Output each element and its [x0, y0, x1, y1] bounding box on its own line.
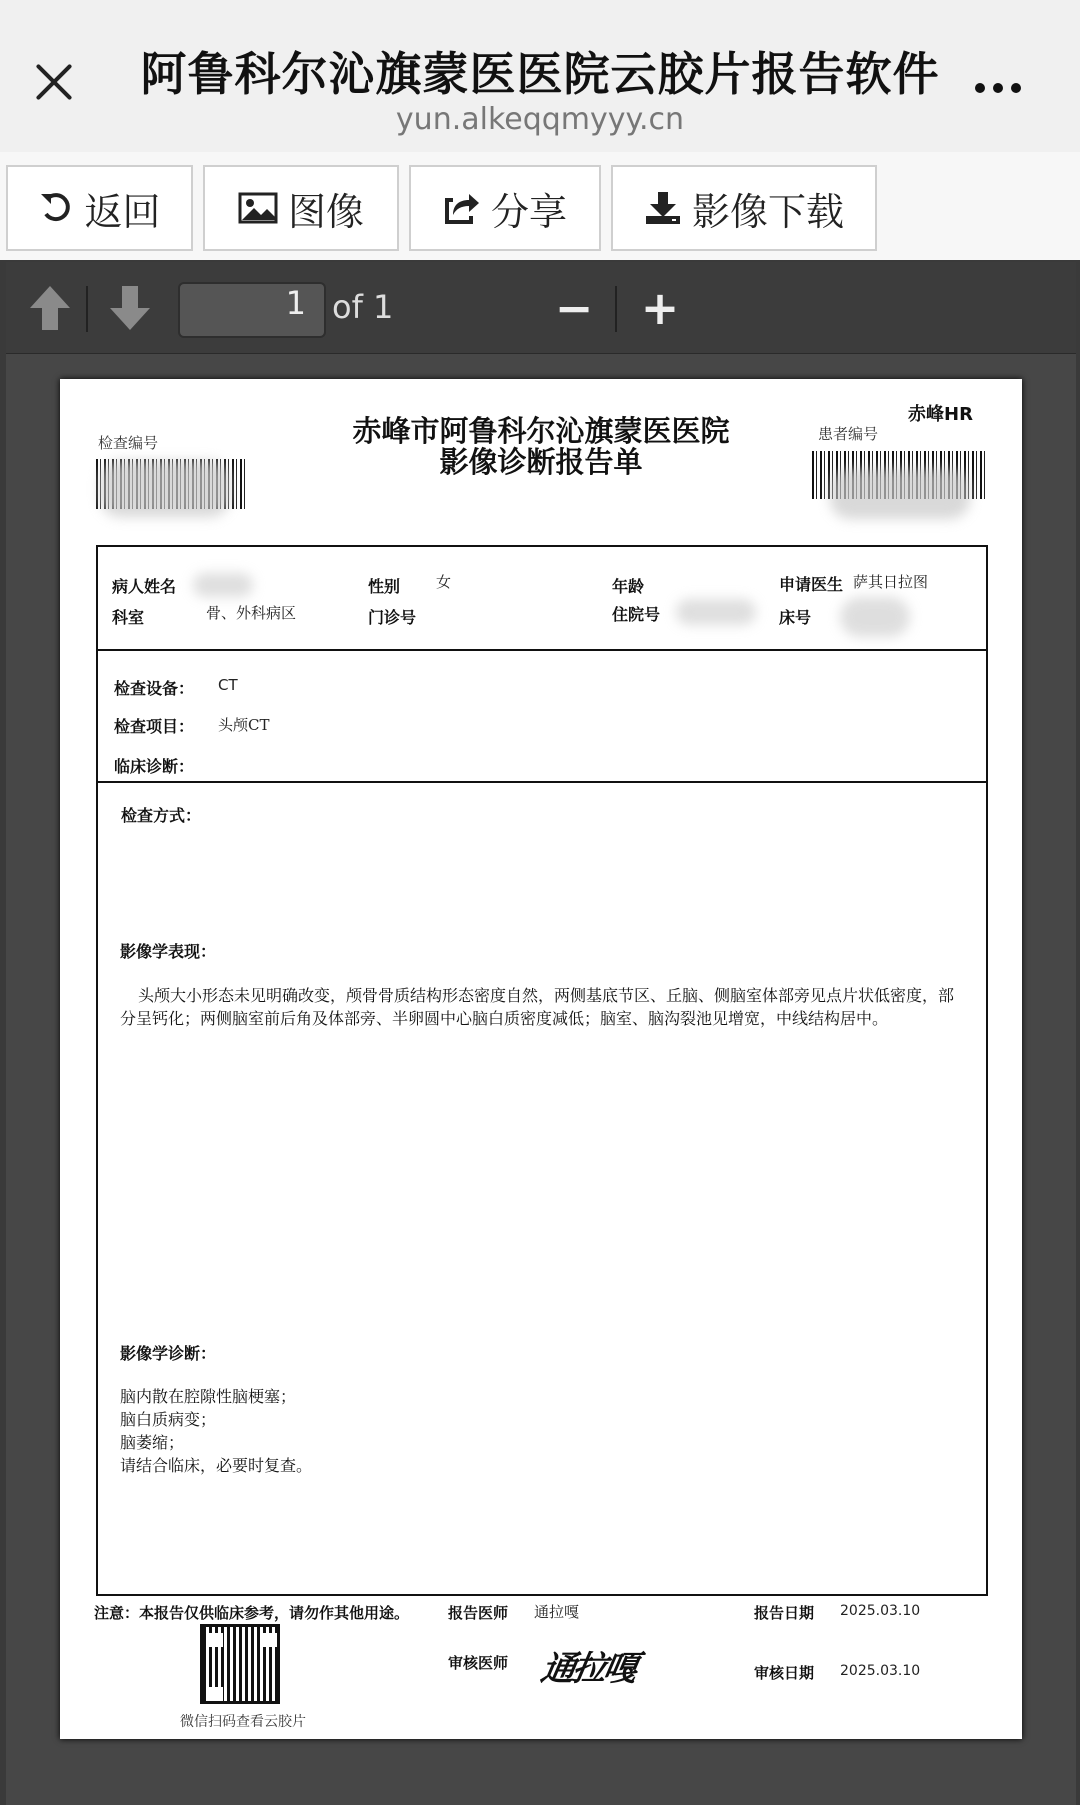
back-button[interactable] [6, 165, 193, 251]
previous-page-icon[interactable] [26, 282, 74, 334]
requesting-doctor-value: 萨其日拉图 [853, 573, 929, 591]
toolbar-divider [86, 286, 88, 332]
report-page [60, 379, 1022, 1739]
pdf-viewer [6, 262, 1076, 1805]
report-doctor-label: 报告医师 [448, 1604, 509, 1622]
hospital-name-line: 赤峰市阿鲁科尔沁旗蒙医医院 [352, 414, 730, 448]
diagnosis-item: 脑内散在腔隙性脑梗塞； [120, 1387, 297, 1406]
toolbar-divider [615, 286, 617, 332]
patient-number-label: 患者编号 [818, 425, 879, 443]
download-button-label: 影像下载 [691, 189, 844, 234]
diagnosis-item: 请结合临床，必要时复查。 [120, 1456, 313, 1475]
review-doctor-label: 审核医师 [448, 1654, 509, 1672]
diagnosis-label: 影像学诊断： [120, 1344, 217, 1363]
report-date-value: 2025.03.10 [840, 1603, 921, 1619]
pdf-toolbar [6, 262, 1076, 354]
report-date-label: 报告日期 [754, 1604, 815, 1622]
review-date-value: 2025.03.10 [840, 1663, 921, 1679]
image-button[interactable] [203, 165, 399, 251]
close-icon[interactable] [30, 58, 78, 106]
diagnosis-list [120, 1385, 312, 1477]
findings-text: 头颅大小形态未见明确改变，颅骨骨质结构形态密度自然，两侧基底节区、丘脑、侧脑室体部旁见点片状低密度，部分呈钙化；两侧脑室前后角及体部旁、半卵圆中心脑白质密度减低；脑室、脑沟裂池见增宽，中线结构居中。 [120, 986, 955, 1028]
image-button-label: 图像 [287, 189, 364, 234]
department-label: 科室 [112, 608, 145, 627]
next-page-icon[interactable] [106, 282, 154, 334]
section-divider [98, 781, 986, 783]
section-divider [98, 649, 986, 651]
qr-caption: 微信扫码查看云胶片 [180, 1714, 306, 1730]
outpatient-number-label: 门诊号 [368, 608, 417, 627]
gender-label: 性别 [368, 577, 401, 596]
exam-device-label: 检查设备： [114, 679, 195, 698]
more-options-icon[interactable] [975, 78, 1035, 98]
exam-method-label: 检查方式： [121, 806, 202, 825]
exam-device-value: CT [218, 676, 238, 694]
undo-icon [38, 190, 74, 226]
gender-value: 女 [436, 573, 452, 591]
redaction-mask [100, 461, 230, 517]
diagnosis-item: 脑萎缩； [120, 1433, 185, 1452]
share-button-label: 分享 [490, 189, 567, 234]
top-nav-bar [0, 0, 1080, 152]
app-url: yun.alkeqqmyyy.cn [395, 102, 685, 137]
app-title: 阿鲁科尔沁旗蒙医医院云胶片报告软件 [140, 47, 940, 101]
redaction-mask [840, 597, 910, 637]
image-icon [238, 192, 278, 224]
department-value: 骨、外科病区 [206, 604, 297, 622]
action-toolbar [0, 152, 1080, 260]
qr-code [200, 1624, 280, 1704]
report-body-frame [96, 545, 988, 1596]
exam-number-label: 检查编号 [98, 434, 159, 452]
zoom-in-button[interactable]: + [640, 281, 680, 335]
clinical-diagnosis-label: 临床诊断： [114, 757, 195, 776]
requesting-doctor-label: 申请医生 [779, 575, 844, 594]
redaction-mask [193, 573, 253, 597]
page-count: of 1 [332, 288, 394, 326]
exam-item-value: 头颅CT [218, 716, 270, 734]
share-icon [443, 190, 481, 226]
disclaimer-notice: 注意：本报告仅供临床参考，请勿作其他用途。 [94, 1604, 410, 1622]
age-label: 年龄 [612, 577, 645, 596]
patient-name-label: 病人姓名 [112, 577, 177, 596]
redaction-mask [830, 469, 970, 519]
report-doctor-value: 通拉嘎 [534, 1603, 580, 1621]
bed-number-label: 床号 [779, 608, 812, 627]
redaction-mask [676, 599, 756, 625]
report-title: 影像诊断报告单 [439, 445, 643, 479]
diagnosis-item: 脑白质病变； [120, 1410, 217, 1429]
review-date-label: 审核日期 [754, 1664, 815, 1682]
findings-label: 影像学表现： [120, 942, 217, 961]
back-button-label: 返回 [84, 189, 161, 234]
download-icon [644, 190, 682, 226]
region-tag: 赤峰HR [908, 404, 973, 425]
inpatient-number-label: 住院号 [612, 605, 661, 624]
page-number-input[interactable]: 1 [178, 282, 326, 338]
share-button[interactable] [409, 165, 601, 251]
download-images-button[interactable] [611, 165, 877, 251]
review-doctor-signature: 通拉嘎 [537, 1649, 638, 1689]
exam-item-label: 检查项目： [114, 717, 195, 736]
zoom-out-button[interactable]: − [554, 281, 594, 335]
